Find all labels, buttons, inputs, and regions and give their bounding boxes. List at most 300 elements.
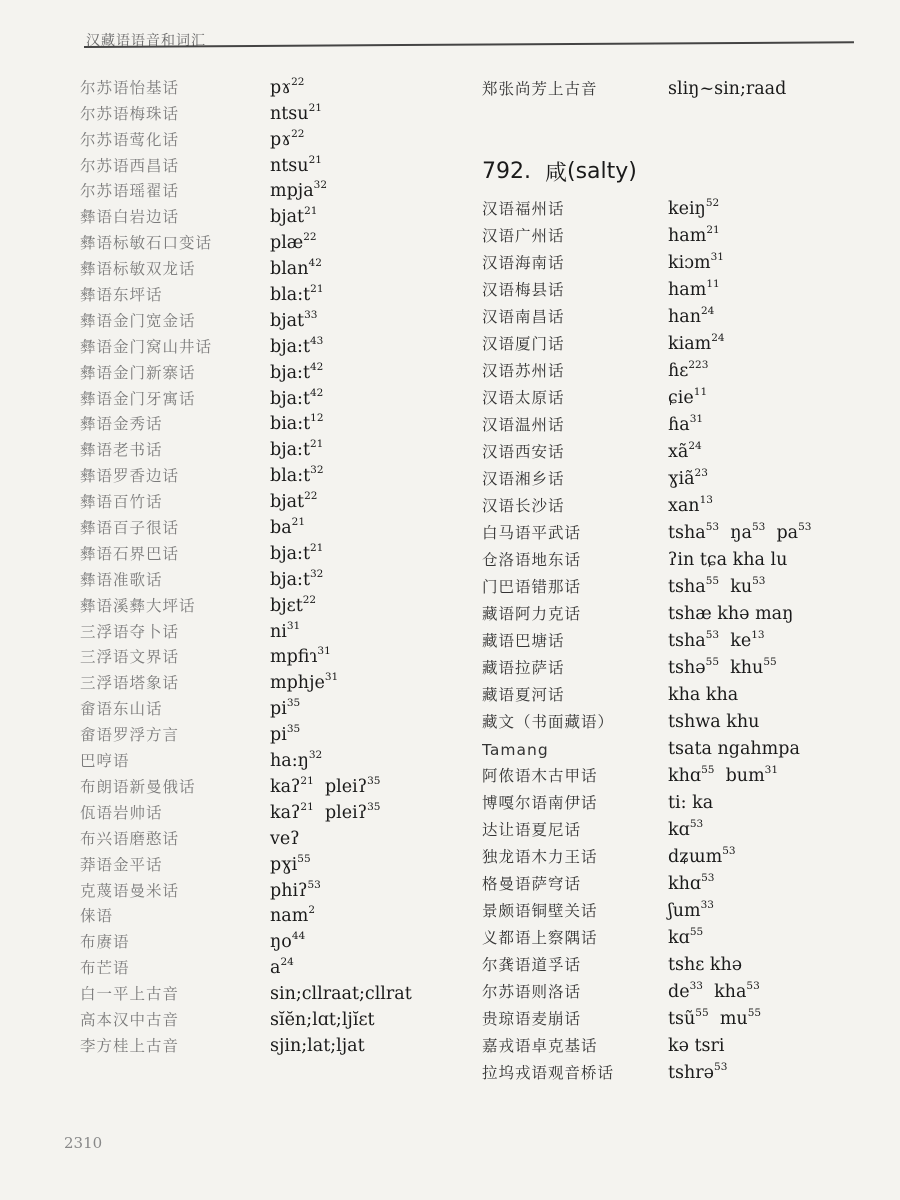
- entry-row: [482, 489, 882, 516]
- language-name: 藏语夏河话: [482, 686, 565, 704]
- word-segment: ɣiã: [668, 469, 695, 489]
- language-name: 彝语东坪话: [80, 286, 163, 305]
- word-segment: khu: [730, 658, 764, 678]
- entry-row: [482, 516, 882, 543]
- word-form: [270, 414, 324, 434]
- tone-superscript: 53: [689, 818, 704, 830]
- word-segment: kaʔ: [270, 802, 301, 823]
- word-segment: tsha: [668, 577, 706, 597]
- tone-superscript: 43: [310, 334, 324, 347]
- word-form: [668, 766, 778, 786]
- tone-superscript: 22: [302, 593, 317, 606]
- word-segment: bia:t: [270, 414, 311, 435]
- word-form: [270, 619, 301, 642]
- word-segment: pleiʔ: [324, 776, 368, 797]
- word-form: [668, 388, 707, 408]
- tone-superscript: 22: [303, 231, 317, 244]
- tone-superscript: 55: [705, 575, 720, 587]
- word-form: [668, 523, 811, 543]
- entry-row: [482, 1029, 882, 1056]
- entry-row: [80, 227, 460, 253]
- entry-row: [482, 840, 882, 867]
- entry-row: [482, 651, 882, 678]
- word-form: [270, 492, 317, 512]
- language-name: 彝语金门牙寓话: [80, 389, 196, 408]
- language-name: 拉坞戎语观音桥话: [482, 1064, 615, 1082]
- language-name: 彝语金门窝山井话: [80, 337, 213, 356]
- tone-superscript: 223: [688, 359, 709, 371]
- word-form: [668, 361, 708, 381]
- language-name: 莽语金平话: [80, 855, 163, 874]
- word-segment: mpfiɿ: [270, 647, 318, 668]
- word-segment: pɤ: [270, 77, 292, 98]
- language-name: 白一平上古音: [80, 985, 180, 1004]
- entry-row: [80, 383, 460, 409]
- word-form: [270, 984, 412, 1004]
- tone-superscript: 42: [310, 386, 324, 399]
- word-segment: bja:t: [270, 569, 310, 590]
- word-form: [270, 829, 300, 849]
- language-name: 汉语南昌话: [482, 308, 565, 326]
- word-form: [270, 285, 324, 305]
- tone-superscript: 33: [689, 980, 703, 992]
- word-segment: tsha: [668, 631, 706, 651]
- entry-row: [482, 975, 882, 1002]
- tone-superscript: 53: [752, 575, 766, 587]
- entry-row: [482, 246, 882, 273]
- language-name: 汉语温州话: [482, 416, 565, 434]
- word-segment: ham: [668, 280, 707, 300]
- right-top-entries: [482, 72, 882, 99]
- section-gloss: (salty): [567, 158, 637, 184]
- language-name: 汉语海南话: [482, 254, 565, 272]
- language-name: 尔苏语则洛话: [482, 983, 582, 1001]
- word-form: [668, 604, 793, 624]
- tone-superscript: 53: [701, 872, 715, 884]
- word-form: [270, 334, 324, 357]
- tone-superscript: 2: [308, 904, 315, 917]
- language-name: 彝语溪彝大坪话: [80, 596, 196, 615]
- word-form: [270, 153, 322, 176]
- entry-row: [482, 894, 882, 921]
- word-form: [668, 847, 736, 867]
- word-segment: kɑ: [668, 820, 690, 840]
- language-name: 景颇语铜壁关话: [482, 902, 598, 920]
- tone-superscript: 53: [746, 980, 760, 992]
- word-form: [668, 280, 720, 300]
- entry-row: [80, 357, 460, 383]
- language-name: 佤语岩帅话: [80, 803, 163, 822]
- entry-row: [482, 867, 882, 894]
- tone-superscript: 24: [280, 956, 294, 969]
- tone-superscript: 31: [710, 251, 724, 263]
- tone-superscript: 13: [751, 629, 765, 641]
- entry-row: [482, 813, 882, 840]
- entry-row: [482, 327, 882, 354]
- language-name: 义都语上察隅话: [482, 929, 598, 947]
- tone-superscript: 21: [300, 774, 314, 787]
- language-name: 尔龚语道孚话: [482, 956, 582, 974]
- entry-row: [80, 201, 460, 227]
- tone-superscript: 55: [763, 656, 777, 668]
- entry-row: [80, 124, 460, 150]
- tone-superscript: 53: [722, 845, 736, 857]
- language-name: 尔苏语西昌话: [80, 156, 180, 175]
- entry-row: [482, 381, 882, 408]
- tone-superscript: 55: [689, 926, 704, 938]
- language-name: 李方桂上古音: [80, 1036, 180, 1055]
- entry-row: [80, 849, 460, 875]
- word-segment: bja:t: [270, 440, 310, 461]
- word-form: [668, 226, 720, 246]
- language-name: 博嘎尔语南伊话: [482, 794, 598, 812]
- language-name: 郑张尚芳上古音: [482, 80, 598, 98]
- tone-superscript: 21: [310, 541, 324, 554]
- entry-row: [80, 616, 460, 642]
- tone-superscript: 35: [367, 800, 381, 813]
- tone-superscript: 31: [324, 671, 339, 684]
- word-segment: mpja: [270, 181, 314, 202]
- entry-row: [482, 732, 882, 759]
- tone-superscript: 52: [705, 197, 720, 209]
- word-segment: bja:t: [270, 388, 310, 409]
- word-segment: veʔ: [270, 828, 300, 849]
- entry-row: [80, 590, 460, 616]
- tone-superscript: 55: [701, 764, 715, 776]
- word-form: [668, 739, 800, 759]
- word-form: [270, 440, 323, 460]
- word-segment: sliŋ~sin;raad: [668, 79, 787, 99]
- entry-row: [80, 564, 460, 590]
- entry-row: [482, 759, 882, 786]
- entry-row: [80, 305, 460, 331]
- tone-superscript: 55: [695, 1007, 709, 1019]
- language-name: 汉语苏州话: [482, 362, 565, 380]
- section-spacer: [482, 99, 882, 154]
- word-form: [668, 955, 742, 975]
- word-form: [668, 253, 724, 273]
- word-form: [270, 906, 315, 926]
- tone-superscript: 31: [286, 619, 301, 632]
- word-segment: kə tsri: [668, 1036, 725, 1056]
- word-segment: pa: [776, 523, 799, 543]
- word-form: [668, 901, 714, 921]
- word-segment: ɦa: [668, 415, 690, 435]
- word-form: [270, 647, 331, 667]
- tone-superscript: 12: [310, 412, 324, 425]
- tone-superscript: 32: [310, 464, 324, 477]
- language-name: 仓洛语地东话: [482, 551, 582, 569]
- language-name: 汉语广州话: [482, 227, 565, 245]
- word-form: [270, 725, 300, 745]
- tone-superscript: 32: [308, 749, 323, 762]
- tone-superscript: 13: [699, 494, 713, 506]
- tone-superscript: 53: [307, 878, 321, 891]
- word-segment: ti: ka: [668, 793, 714, 813]
- word-segment: de: [668, 982, 690, 1002]
- word-form: [668, 199, 719, 219]
- word-form: [668, 685, 738, 705]
- word-segment: pɤ: [270, 129, 292, 150]
- entry-row: [80, 901, 460, 927]
- word-segment: ɦɛ: [668, 361, 689, 381]
- entry-row: [80, 1030, 460, 1056]
- word-form: [668, 469, 708, 489]
- tone-superscript: 42: [310, 360, 324, 373]
- word-form: [668, 577, 765, 597]
- language-name: 畲语罗浮方言: [80, 726, 180, 745]
- word-segment: han: [668, 307, 701, 327]
- word-segment: a: [270, 958, 281, 979]
- tone-superscript: 55: [705, 656, 720, 668]
- tone-superscript: 35: [286, 697, 301, 710]
- tone-superscript: 31: [689, 413, 704, 425]
- tone-superscript: 21: [304, 205, 318, 218]
- tone-superscript: 53: [714, 1061, 728, 1073]
- entry-row: [80, 875, 460, 901]
- word-segment: ʔin tɕa kha lu: [668, 550, 788, 570]
- language-name: 畲语东山话: [80, 700, 163, 719]
- entry-row: [80, 952, 460, 978]
- tone-superscript: 42: [308, 257, 322, 270]
- word-form: [270, 75, 305, 98]
- entry-row: [80, 253, 460, 279]
- entry-row: [482, 300, 882, 327]
- entry-row: [80, 460, 460, 486]
- word-segment: bla:t: [270, 466, 311, 487]
- language-name: 独龙语木力王话: [482, 848, 598, 866]
- word-form: [668, 550, 787, 570]
- word-segment: ntsu: [270, 155, 309, 176]
- entry-row: [80, 797, 460, 823]
- language-name: 尔苏语瑶翟话: [80, 182, 180, 201]
- word-form: [668, 874, 714, 894]
- language-name: 汉语长沙话: [482, 497, 565, 515]
- word-segment: dʑɯm: [668, 847, 723, 867]
- word-segment: tsha: [668, 523, 706, 543]
- entry-row: [482, 597, 882, 624]
- word-form: [270, 699, 300, 719]
- entry-row: [80, 538, 460, 564]
- word-segment: xan: [668, 496, 700, 516]
- language-name: 藏语拉萨话: [482, 659, 565, 677]
- entry-row: [482, 435, 882, 462]
- language-name: 彝语金秀话: [80, 415, 163, 434]
- tone-superscript: 31: [317, 645, 331, 658]
- word-segment: ʃum: [668, 901, 701, 921]
- language-name: 高本汉中古音: [80, 1010, 180, 1029]
- language-name: 汉语梅县话: [482, 281, 565, 299]
- language-name: 彝语石界巴话: [80, 544, 180, 563]
- word-segment: tshrə: [668, 1063, 715, 1083]
- word-segment: bjat: [270, 207, 305, 228]
- word-segment: sjin;lat;ljat: [270, 1035, 365, 1056]
- language-name: 嘉戎语卓克基话: [482, 1037, 598, 1055]
- language-name: 三浮语文界话: [80, 648, 180, 667]
- word-form: [270, 852, 311, 875]
- language-name: 三浮语塔象话: [80, 674, 180, 693]
- word-form: [270, 466, 324, 486]
- word-segment: kiam: [668, 334, 712, 354]
- word-form: [668, 982, 760, 1002]
- language-name: 尔苏语梅珠话: [80, 104, 180, 123]
- word-form: [270, 567, 324, 590]
- word-form: [270, 1010, 375, 1030]
- word-segment: sin;cllraat;cllrat: [270, 984, 412, 1005]
- word-segment: bum: [725, 766, 765, 786]
- tone-superscript: 11: [706, 278, 720, 290]
- word-form: [270, 259, 322, 279]
- entry-row: [482, 192, 882, 219]
- word-segment: bjat: [270, 310, 305, 331]
- language-name: 门巴语错那话: [482, 578, 582, 596]
- word-form: [668, 820, 703, 840]
- language-name: 汉语太原话: [482, 389, 565, 407]
- tone-superscript: 33: [304, 308, 318, 321]
- tone-superscript: 24: [700, 305, 715, 317]
- tone-superscript: 32: [310, 567, 324, 580]
- word-form: [668, 631, 765, 651]
- entry-row: [482, 408, 882, 435]
- entry-row: [80, 823, 460, 849]
- entry-row: [482, 570, 882, 597]
- language-name: 白马语平武话: [482, 524, 582, 542]
- word-form: [668, 712, 759, 732]
- language-name: 格曼语萨穹话: [482, 875, 582, 893]
- word-segment: bjat: [270, 492, 305, 513]
- tone-superscript: 22: [291, 75, 305, 88]
- word-form: [668, 79, 786, 99]
- word-form: [270, 593, 317, 616]
- running-header-title: 汉藏语语音和词汇: [86, 33, 206, 49]
- entry-row: [482, 543, 882, 570]
- word-form: [668, 334, 725, 354]
- entry-row: [80, 926, 460, 952]
- word-segment: keiŋ: [668, 199, 706, 219]
- entry-row: [80, 1004, 460, 1030]
- word-form: [270, 518, 305, 538]
- tone-superscript: 55: [297, 852, 311, 865]
- word-segment: mphje: [270, 673, 325, 694]
- word-form: [668, 496, 713, 516]
- entry-row: [482, 1002, 882, 1029]
- language-name: 藏语阿力克话: [482, 605, 582, 623]
- tone-superscript: 21: [310, 438, 324, 451]
- word-segment: ntsu: [270, 103, 309, 124]
- word-segment: xã: [668, 442, 689, 462]
- tone-superscript: 53: [798, 521, 812, 533]
- word-segment: khɑ: [668, 874, 702, 894]
- language-name: 彝语百竹话: [80, 493, 163, 512]
- word-segment: nam: [270, 906, 309, 927]
- entry-row: [482, 705, 882, 732]
- entry-row: [80, 279, 460, 305]
- language-name: 贵琼语麦崩话: [482, 1010, 582, 1028]
- word-form: [270, 1036, 365, 1056]
- tone-superscript: 21: [706, 224, 720, 236]
- word-segment: ham: [668, 226, 707, 246]
- language-name: 彝语白岩边话: [80, 208, 180, 227]
- tone-superscript: 21: [300, 800, 314, 813]
- section-heading: [482, 154, 882, 188]
- word-form: [270, 878, 321, 901]
- entry-row: [482, 462, 882, 489]
- tone-superscript: 23: [694, 467, 708, 479]
- word-form: [270, 958, 294, 978]
- word-segment: ku: [730, 577, 753, 597]
- word-segment: sĭĕn;lɑt;ljĭɛt: [270, 1009, 375, 1030]
- right-entries: [482, 192, 882, 1083]
- word-form: [668, 415, 703, 435]
- word-form: [668, 307, 714, 327]
- tone-superscript: 24: [688, 440, 702, 452]
- word-segment: plæ: [270, 233, 304, 254]
- word-segment: bla:t: [270, 285, 311, 306]
- language-name: 彝语老书话: [80, 441, 163, 460]
- tone-superscript: 21: [291, 516, 306, 529]
- word-segment: ke: [730, 631, 752, 651]
- word-form: [270, 673, 338, 693]
- tone-superscript: 33: [700, 899, 714, 911]
- word-form: [270, 127, 305, 150]
- tone-superscript: 21: [308, 153, 322, 166]
- word-segment: khɑ: [668, 766, 702, 786]
- section-number: 792.: [482, 158, 531, 184]
- language-name: 彝语百子很话: [80, 519, 180, 538]
- word-segment: kha kha: [668, 685, 739, 705]
- word-form: [270, 386, 324, 409]
- word-form: [270, 207, 317, 227]
- tone-superscript: 22: [291, 127, 305, 140]
- word-form: [270, 932, 305, 952]
- language-name: 彝语金门新寨话: [80, 363, 196, 382]
- word-segment: kaʔ: [270, 776, 301, 797]
- word-form: [270, 800, 381, 823]
- entry-row: [482, 273, 882, 300]
- word-segment: bja:t: [270, 543, 310, 564]
- word-form: [270, 101, 322, 124]
- word-segment: ŋo: [270, 932, 292, 953]
- entry-row: [80, 512, 460, 538]
- word-segment: tsata ngahmpa: [668, 739, 800, 759]
- entry-row: [482, 948, 882, 975]
- word-segment: pi: [270, 725, 287, 746]
- word-segment: tshæ khə maŋ: [668, 604, 794, 624]
- language-name: 克蔑语曼米话: [80, 881, 180, 900]
- word-segment: kɑ: [668, 928, 690, 948]
- language-name: 汉语湘乡话: [482, 470, 565, 488]
- word-segment: pleiʔ: [324, 802, 368, 823]
- language-name: 汉语厦门话: [482, 335, 565, 353]
- left-column: [80, 72, 460, 1056]
- word-form: [668, 928, 703, 948]
- word-segment: kha: [714, 982, 747, 1002]
- language-name: 布赓语: [80, 933, 130, 952]
- language-name: 阿侬语木古甲话: [482, 767, 598, 785]
- word-segment: mu: [719, 1009, 748, 1029]
- word-segment: bjɛt: [270, 595, 303, 616]
- entry-row: [80, 98, 460, 124]
- entry-row: [80, 409, 460, 435]
- tone-superscript: 21: [308, 101, 322, 114]
- word-form: [270, 233, 317, 253]
- word-segment: ŋa: [730, 523, 752, 543]
- language-name: 达让语夏尼话: [482, 821, 582, 839]
- entry-row: [80, 745, 460, 771]
- entry-row: [482, 921, 882, 948]
- word-segment: kiɔm: [668, 253, 711, 273]
- entry-row: [80, 150, 460, 176]
